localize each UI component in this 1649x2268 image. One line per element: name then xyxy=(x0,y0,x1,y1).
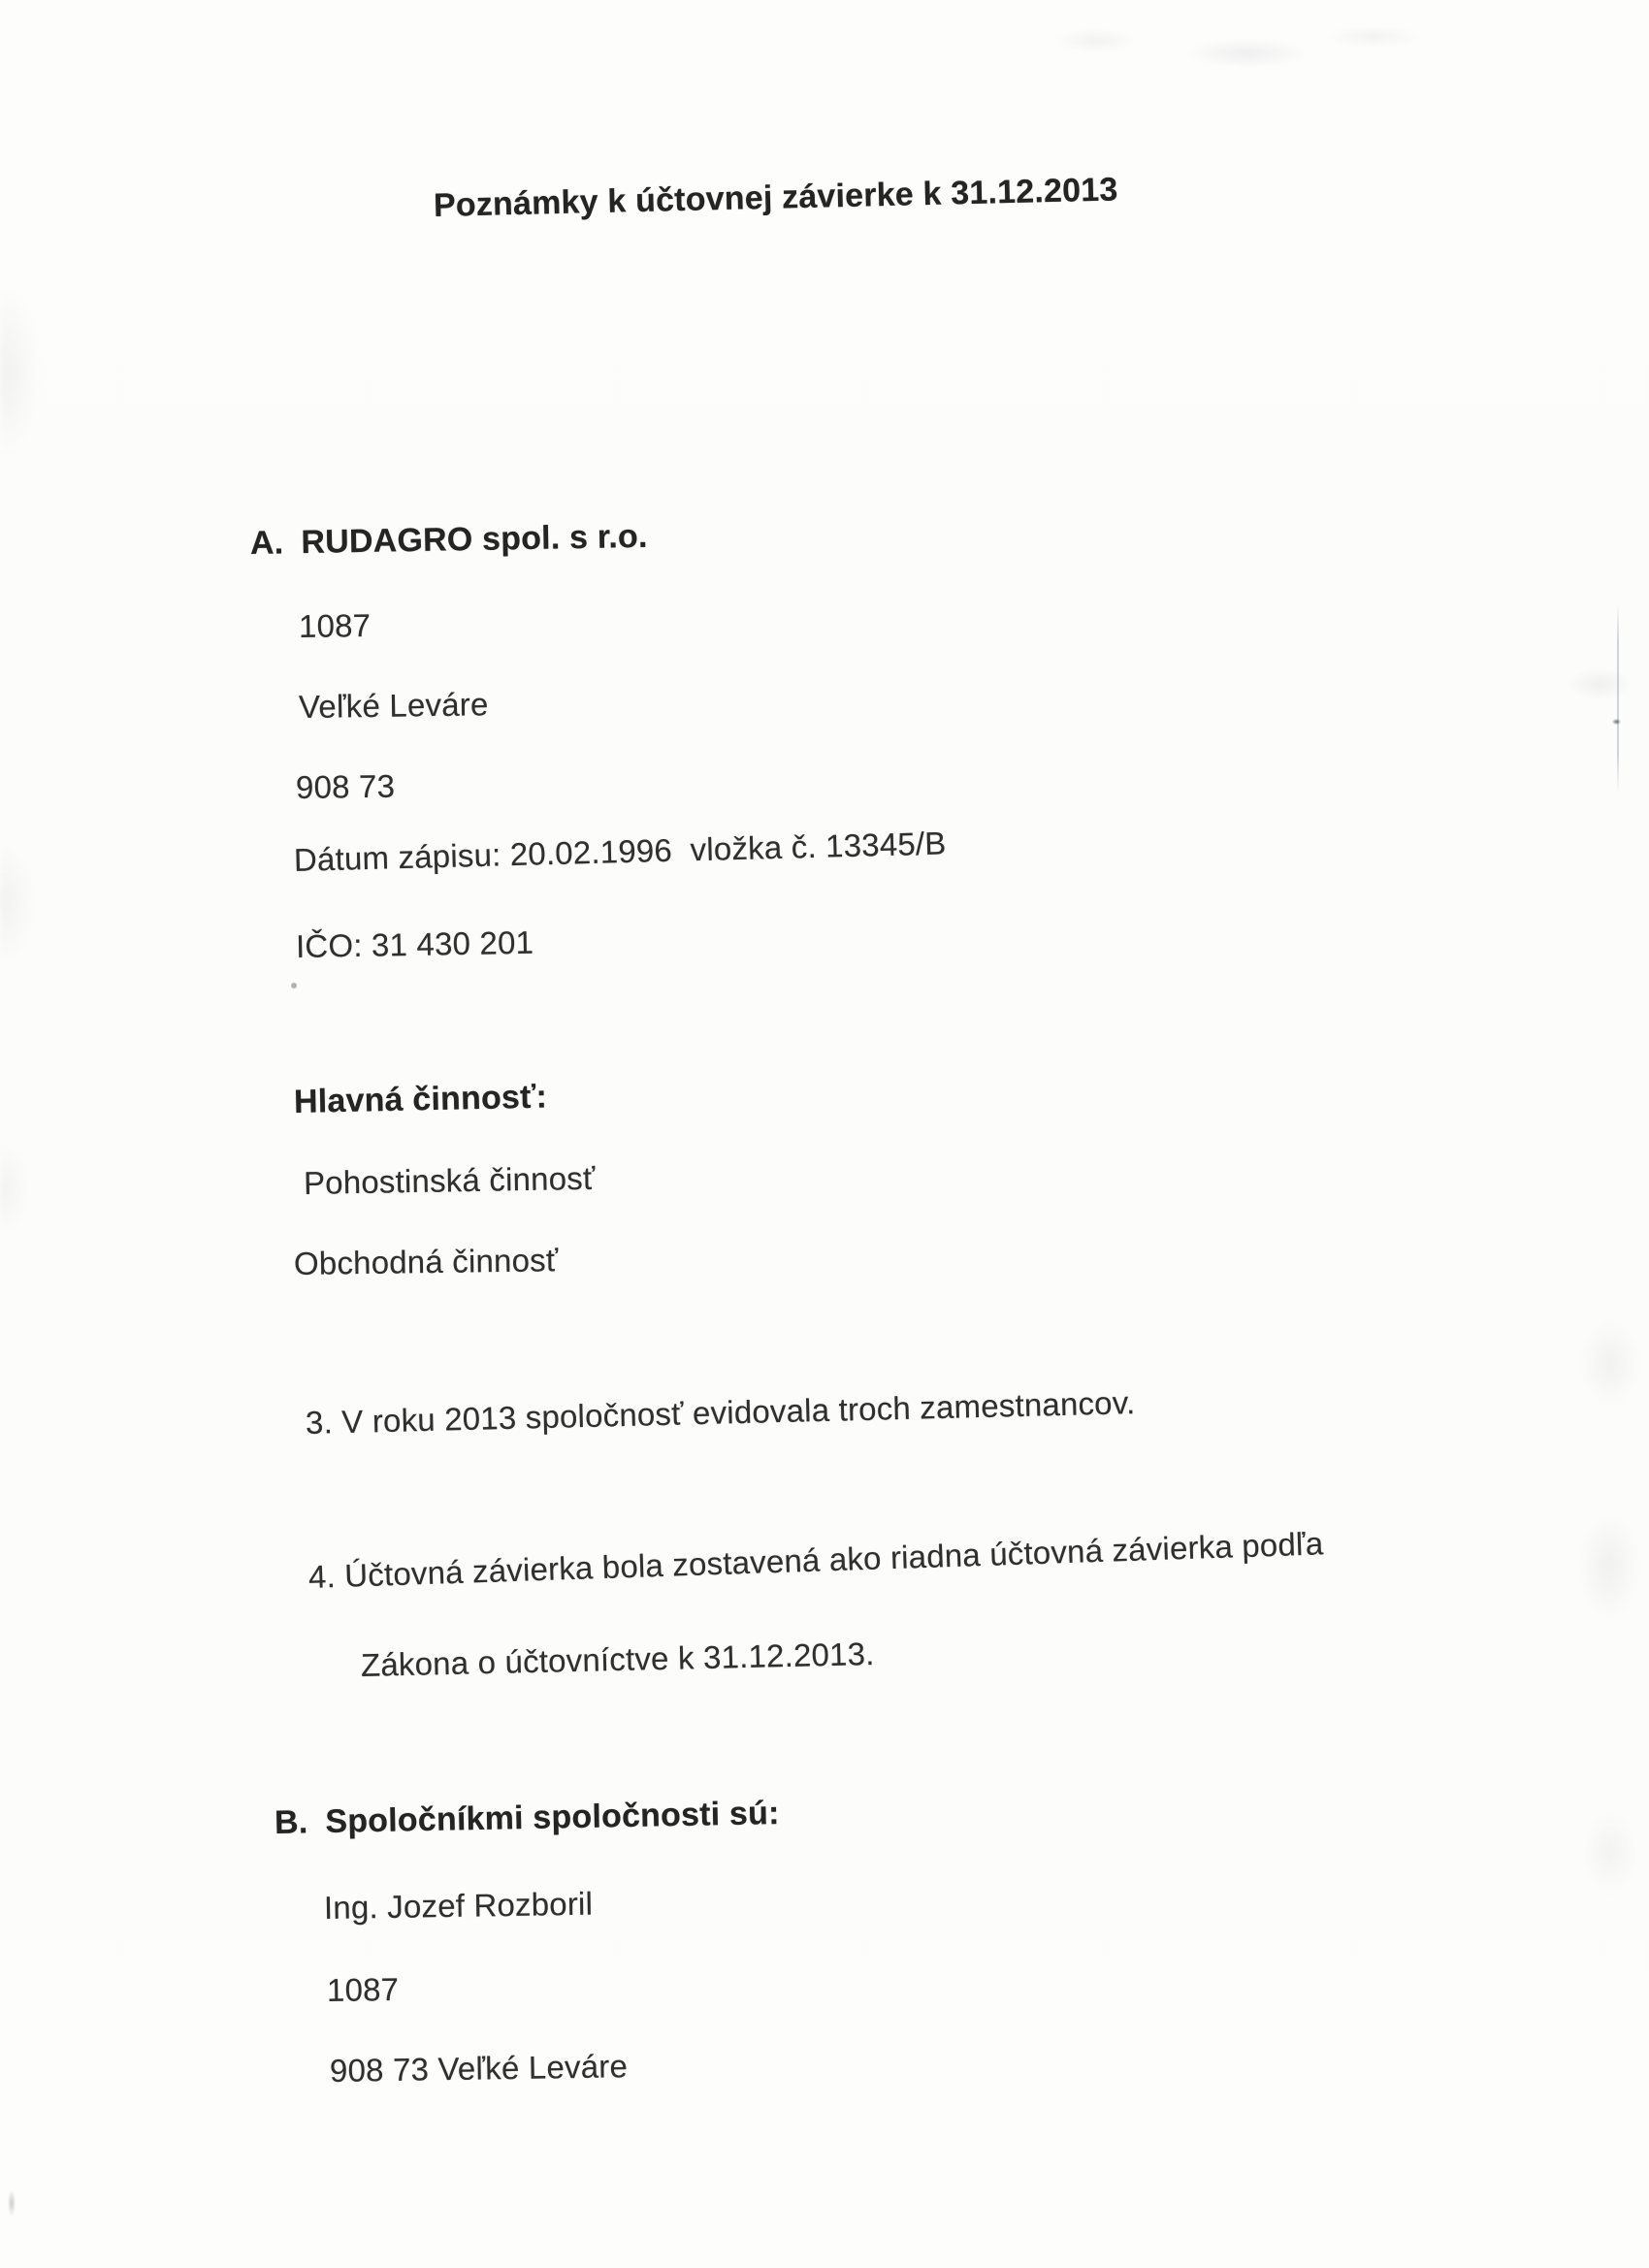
scan-edge-line xyxy=(1617,603,1619,793)
scan-noise-right xyxy=(1579,1319,1641,1407)
note-item-4-line-2: Zákona o účtovníctve k 31.12.2013. xyxy=(360,1635,875,1683)
scan-noise-right xyxy=(1566,667,1633,700)
note-item-4-line-1: 4. Účtovná závierka bola zostavená ako riadna účtovná závierka podľa xyxy=(307,1525,1324,1595)
document-title: Poznámky k účtovnej závierke k 31.12.2013 xyxy=(433,171,1118,224)
company-zip: 908 73 xyxy=(295,767,396,805)
scan-noise-left xyxy=(0,1145,29,1232)
scan-noise-top-right xyxy=(970,8,1474,90)
main-activity-heading: Hlavná činnosť: xyxy=(293,1078,548,1120)
company-ico-line: IČO: 31 430 201 xyxy=(295,923,534,964)
section-b-label: B. xyxy=(274,1803,308,1841)
section-b-title: Spoločníkmi spoločnosti sú: xyxy=(325,1795,780,1840)
partner-city-zip: 908 73 Veľké Leváre xyxy=(329,2048,629,2089)
scan-edge-dot xyxy=(1612,719,1621,725)
partner-name: Ing. Jozef Rozboril xyxy=(323,1885,594,1926)
stray-ink-dot xyxy=(291,983,297,988)
section-b-heading xyxy=(275,1795,780,1842)
section-a-label: A. xyxy=(249,524,284,562)
scan-mark xyxy=(8,2190,16,2216)
scan-noise-left xyxy=(0,291,39,456)
scan-noise-left xyxy=(0,844,35,960)
scan-noise-right xyxy=(1581,1809,1639,1896)
registration-date-line: Dátum zápisu: 20.02.1996 vložka č. 13345/B xyxy=(293,825,947,878)
activity-line-2: Obchodná činnosť xyxy=(293,1242,559,1281)
note-item-3: 3. V roku 2013 spoločnosť evidovala troch zamestnancov. xyxy=(305,1384,1136,1441)
section-a-heading xyxy=(250,518,648,563)
scan-noise-right xyxy=(1577,1513,1641,1620)
company-street-number: 1087 xyxy=(298,606,372,644)
partner-street-number: 1087 xyxy=(326,1970,400,2008)
section-a-title: RUDAGRO spol. s r.o. xyxy=(301,517,648,562)
activity-line-1: Pohostinská činnosť xyxy=(303,1159,596,1201)
company-city: Veľké Leváre xyxy=(298,686,489,725)
